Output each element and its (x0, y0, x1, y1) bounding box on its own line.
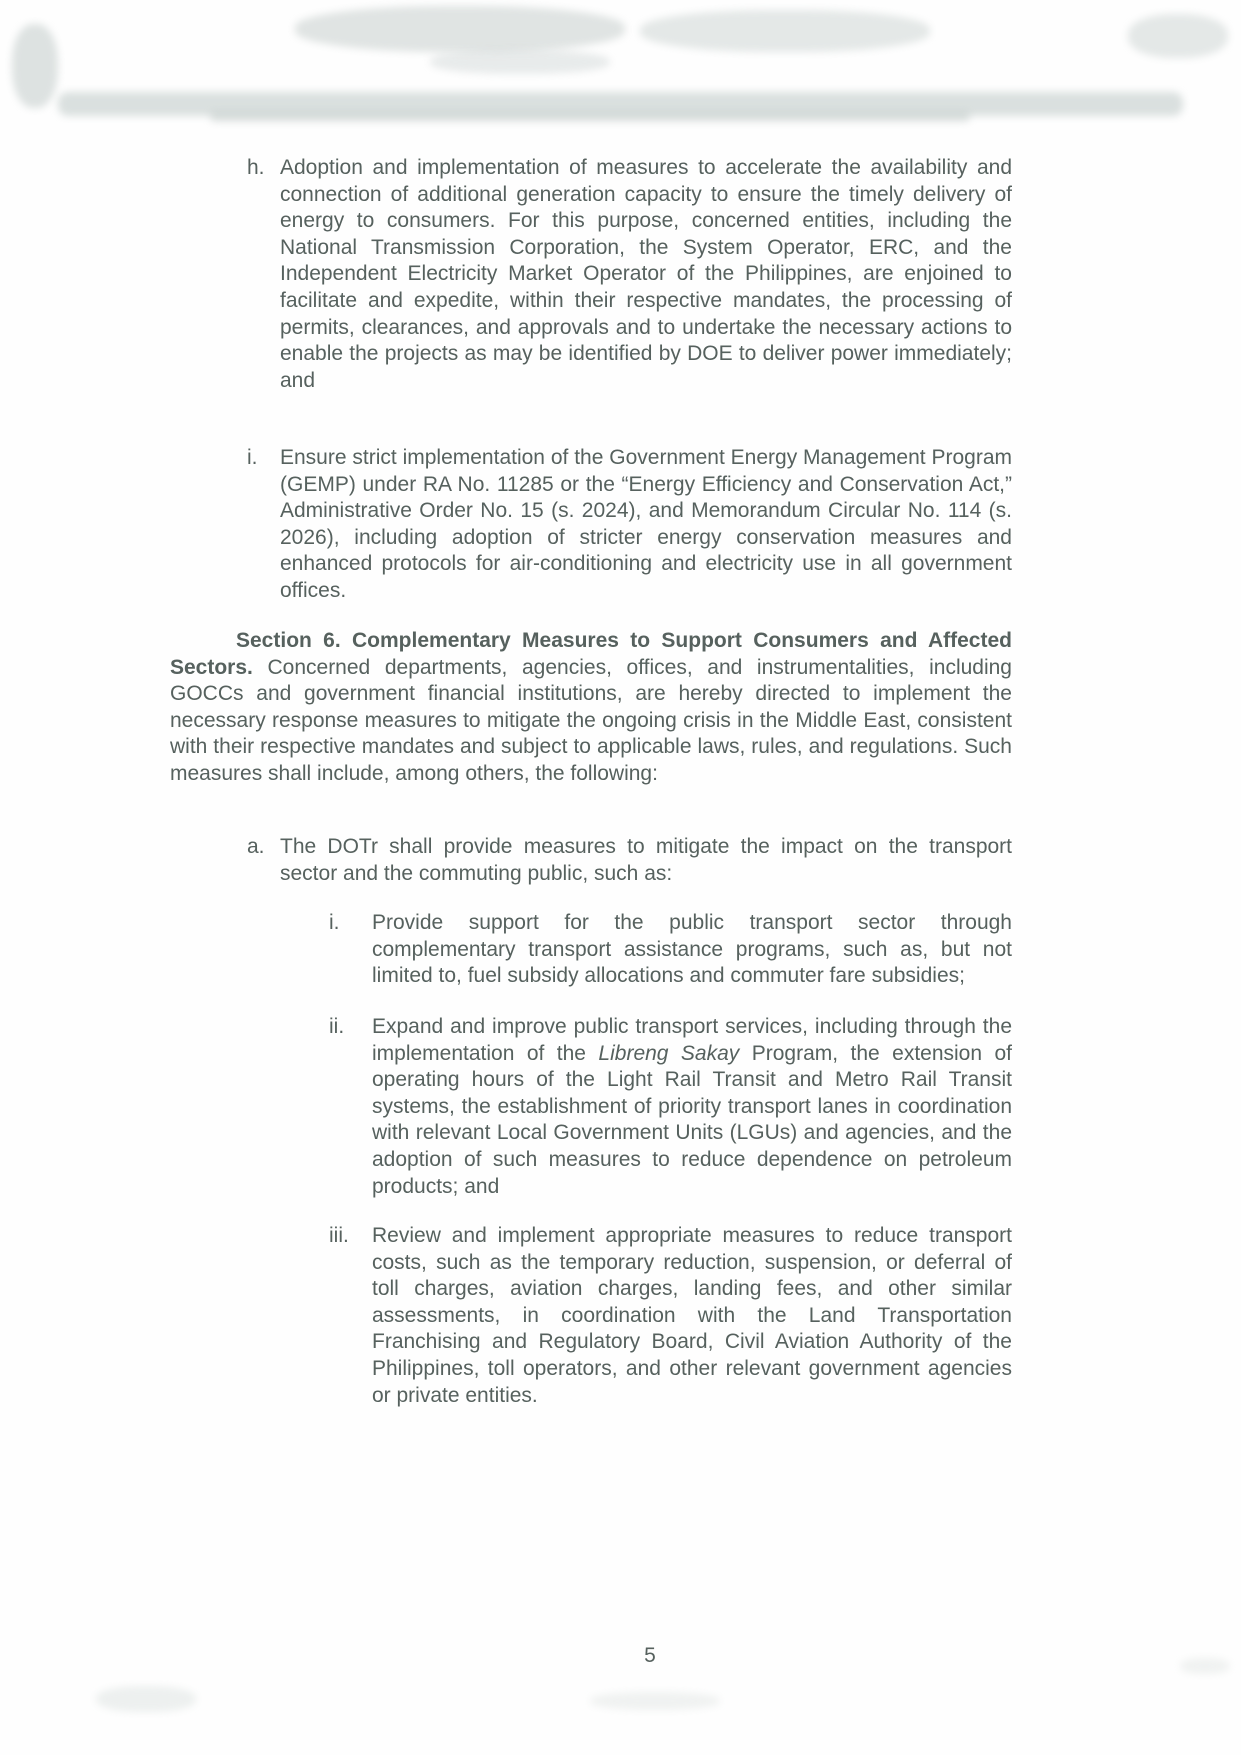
scan-artifact (430, 50, 610, 74)
program-name-italic: Libreng Sakay (598, 1041, 740, 1065)
scan-artifact (210, 112, 970, 122)
section-heading: Section 6. Complementary Measures to Support Consumers and Affected Sectors. (170, 629, 1012, 679)
scan-artifact (1180, 1658, 1230, 1674)
page-number: 5 (644, 1644, 656, 1667)
paragraph-text: Ensure strict implementation of the Government Energy Management Program (GEMP) under RA No. 11285 or the “Energy Efficiency and Conservation Act,” Administrative Order No. 15 (s. 2024), and Memorandum Circular No. 114 (s. 2026), including adoption of stricter energy conservation measures and enhanced protocols for air-conditioning and electricity use in all government offices. (280, 446, 1012, 602)
paragraph-text: Review and implement appropriate measures to reduce transport costs, such as the temporary reduction, suspension, or deferral of toll charges, aviation charges, landing fees, and other similar assessments, in coordination with the Land Transportation Franchising and Regulatory Board, Civil Aviation Authority of the Philippines, toll operators, and other relevant government agencies or private entities. (372, 1224, 1012, 1407)
sub-list-item-iii (329, 1223, 1012, 1409)
list-marker: i. (247, 446, 258, 469)
scan-artifact (58, 92, 1183, 116)
list-item-i (247, 445, 1012, 605)
paragraph-text: Adoption and implementation of measures to accelerate the availability and connection of additional generation capacity to ensure the timely delivery of energy to consumers. For this purpose, concerned entities, including the National Transmission Corporation, the System Operator, ERC, and the Independent Electricity Market Operator of the Philippines, are enjoined to facilitate and expedite, within their respective mandates, the processing of permits, clearances, and approvals and to undertake the necessary actions to enable the projects as may be identified by DOE to deliver power immediately; and (280, 156, 1012, 392)
list-marker: h. (247, 156, 265, 179)
scan-artifact (640, 10, 930, 52)
list-item-a (247, 834, 1012, 887)
list-marker: ii. (329, 1015, 345, 1038)
paragraph-text-after: Program, the extension of operating hours of the Light Rail Transit and Metro Rail Transit systems, the establishment of priority transport lanes in coordination with relevant Local Government Units (LGUs) and agencies, and the adoption of such measures to reduce dependence on petroleum products; and (372, 1041, 1012, 1198)
sub-list-item-ii (329, 1014, 1012, 1200)
scan-artifact (96, 1686, 196, 1712)
paragraph-text: The DOTr shall provide measures to mitigate the impact on the transport sector and the commuting public, such as: (280, 835, 1012, 885)
list-marker: a. (247, 835, 265, 858)
paragraph-text: Provide support for the public transport sector through complementary transport assistance programs, such as, but not limited to, fuel subsidy allocations and commuter fare subsidies; (372, 911, 1012, 988)
sub-list-item-i (329, 910, 1012, 990)
list-item-h (247, 155, 1012, 394)
section-6-paragraph (170, 628, 1012, 788)
paragraph-text-before: Expand and improve public transport services, including through the implementation of the (372, 1015, 1012, 1065)
scan-artifact (12, 24, 58, 108)
list-marker: i. (329, 911, 340, 934)
scan-artifact (590, 1692, 720, 1710)
section-body-text: Concerned departments, agencies, offices, and instrumentalities, including GOCCs and government financial institutions, are hereby directed to implement the necessary response measures to mitigate the ongoing crisis in the Middle East, consistent with their respective mandates and subject to applicable laws, rules, and regulations. Such measures shall include, among others, the following: (170, 655, 1012, 785)
list-marker: iii. (329, 1224, 349, 1247)
scan-artifact (1128, 14, 1228, 58)
paragraph-text (372, 1014, 1012, 1200)
scan-artifact (295, 6, 625, 52)
